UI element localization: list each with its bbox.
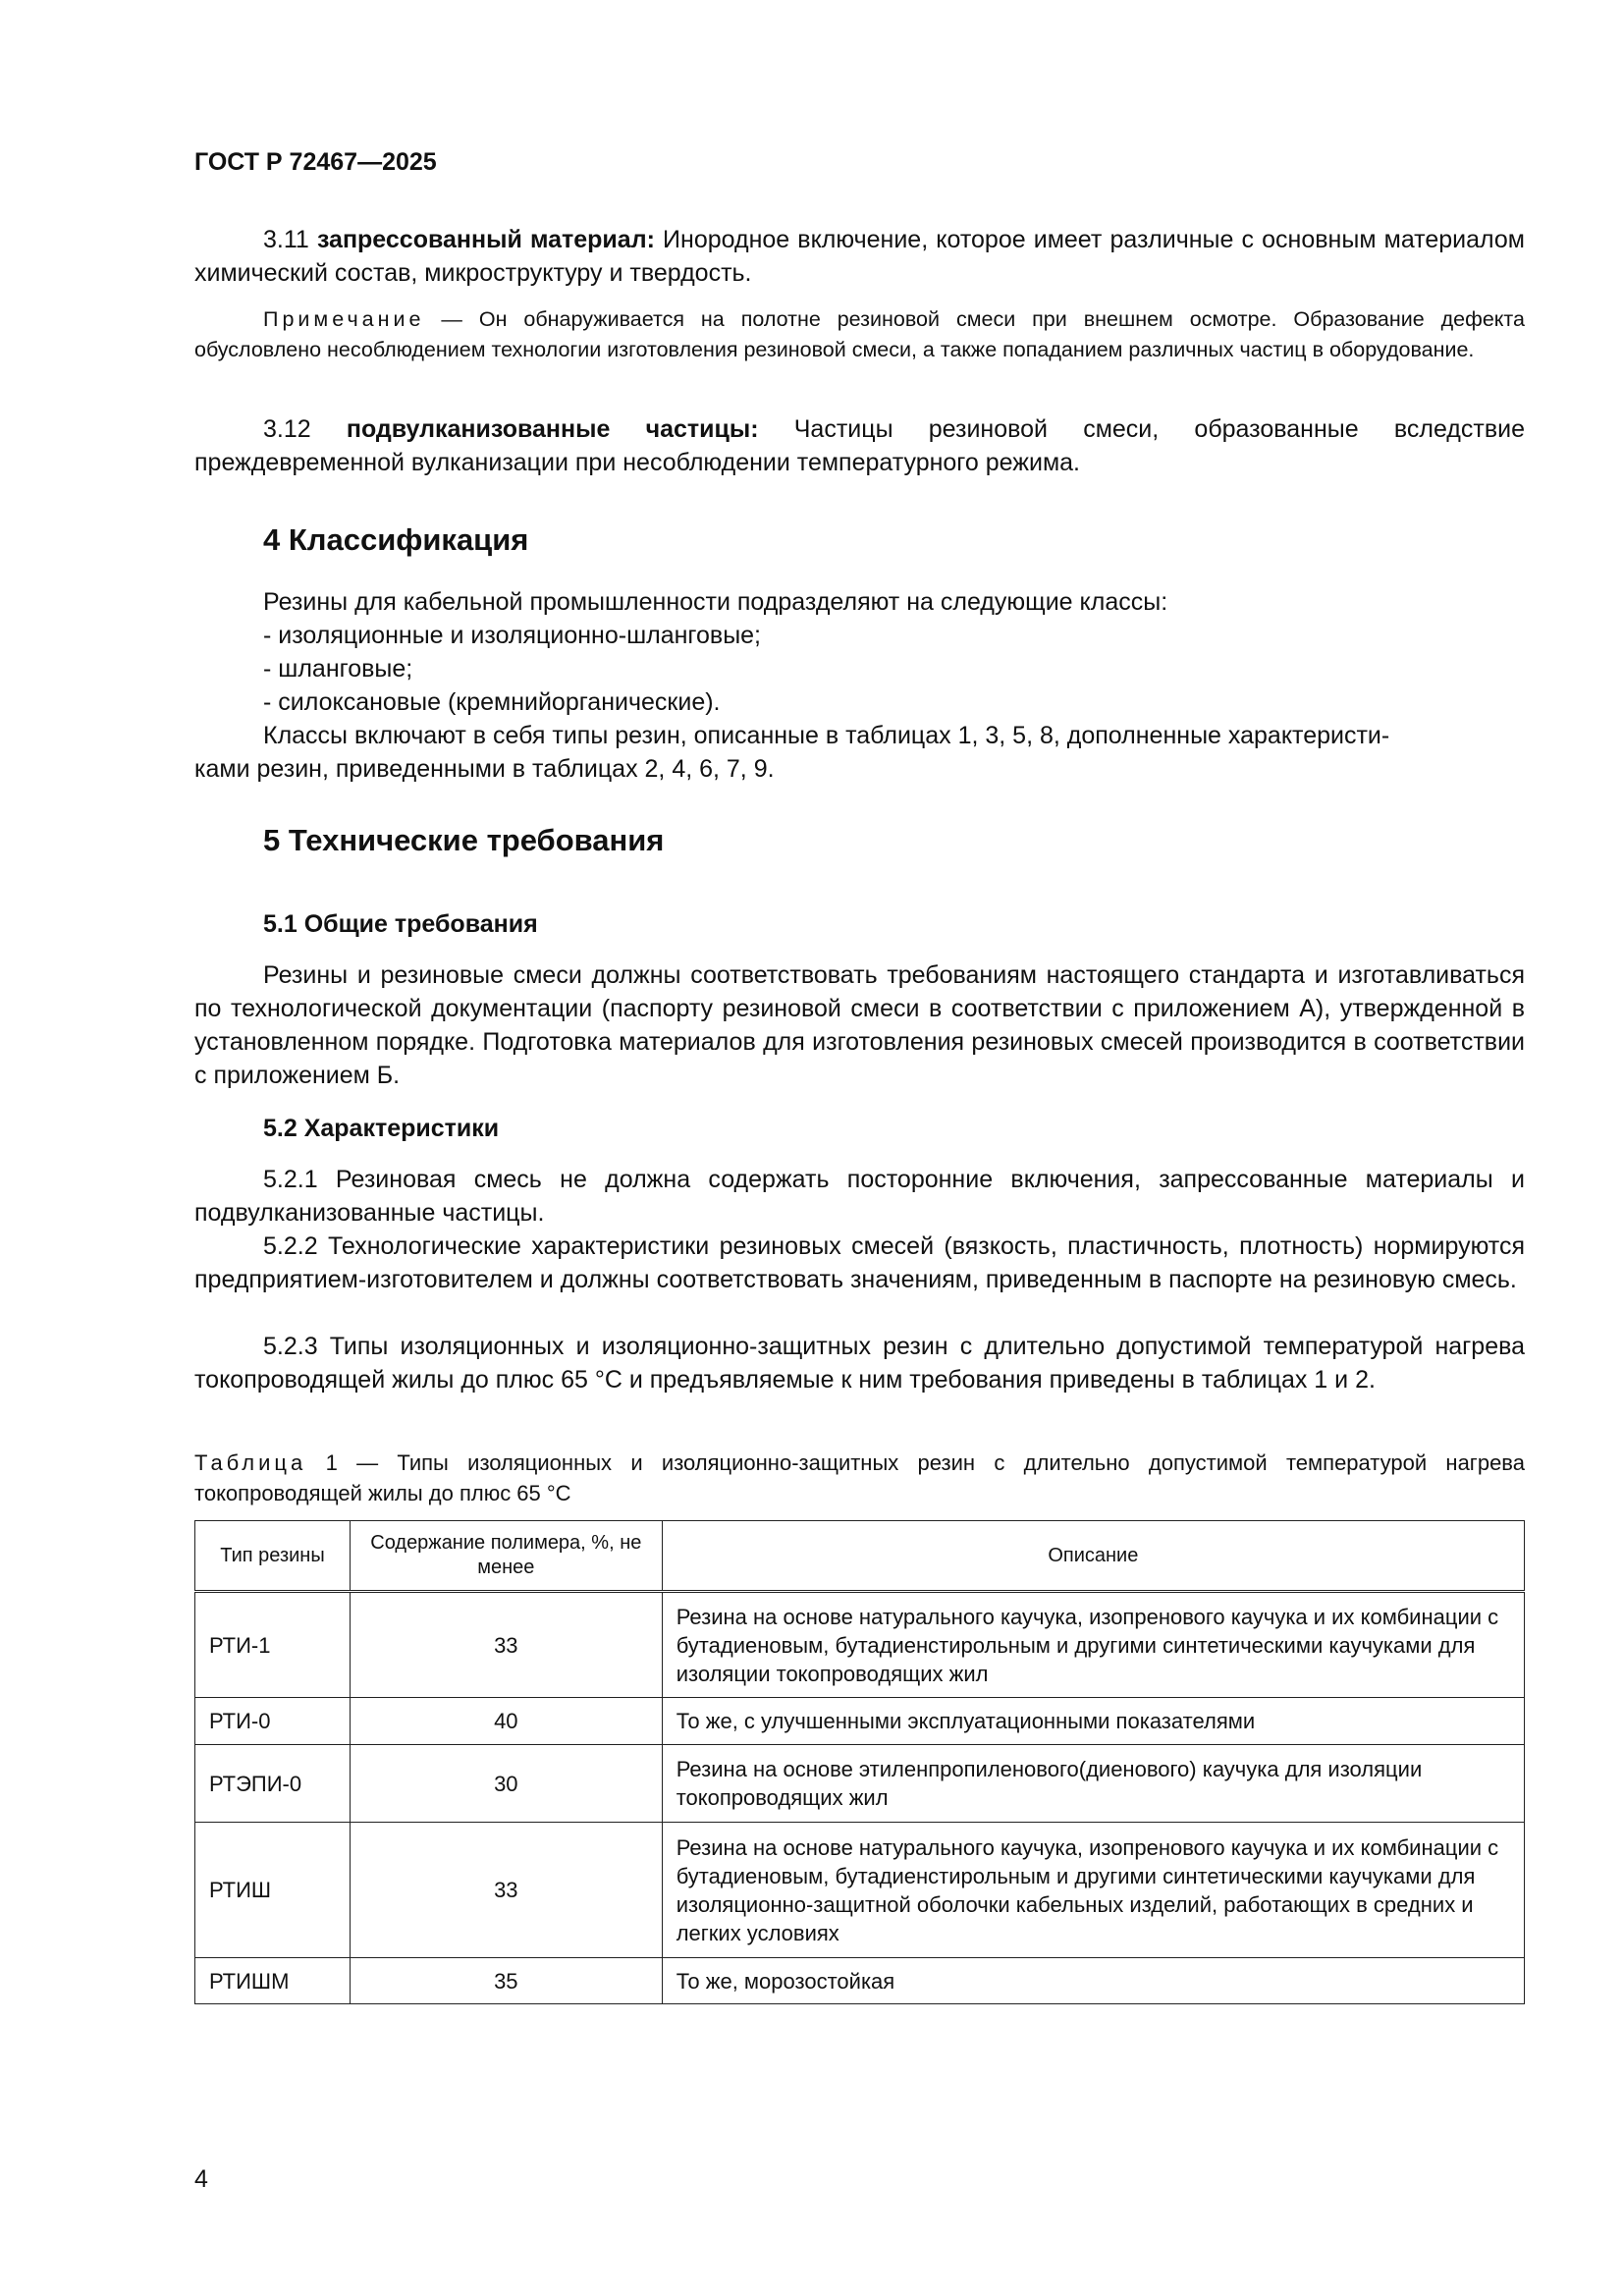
cell-description: То же, морозостойкая xyxy=(662,1958,1524,2004)
clause-5-2-2: 5.2.2 Технологические характеристики резиновых смесей (вязкость, пластичность, плотность) нормируются предприятием-изготовителем и должны соответствовать значениям, приведенным в паспорте на резиновую смесь. xyxy=(194,1232,1525,1293)
cell-type: РТЭПИ-0 xyxy=(195,1745,351,1823)
cell-content: 40 xyxy=(350,1698,662,1745)
cell-description: Резина на основе этиленпропиленового(диенового) каучука для изоляции токопроводящих жил xyxy=(662,1745,1524,1823)
clause-number: 3.12 xyxy=(263,415,311,443)
clause-3-12 xyxy=(194,412,1525,479)
note-text: — Он обнаруживается на полотне резиновой смеси при внешнем осмотре. Образование дефекта обусловлено несоблюдением технологии изготовления резиновой смеси, а также попаданием различных частиц в оборудование. xyxy=(194,307,1525,361)
table-row xyxy=(195,1745,1525,1823)
list-item: - изоляционные и изоляционно-шланговые; xyxy=(263,622,762,649)
section-5-title: 5 Технические требования xyxy=(263,823,665,857)
caption-label: Таблица xyxy=(194,1450,307,1475)
cell-type: РТИШМ xyxy=(195,1958,351,2004)
cell-description: То же, с улучшенными эксплуатационными показателями xyxy=(662,1698,1524,1745)
clause-3-11 xyxy=(194,223,1525,290)
page-number: 4 xyxy=(194,2165,208,2193)
caption-text: 1 — Типы изоляционных и изоляционно-защитных резин с длительно допустимой температурой нагрева токопроводящей жилы до плюс 65 °С xyxy=(194,1450,1525,1505)
table-row xyxy=(195,1958,1525,2004)
table-header-row xyxy=(195,1521,1525,1592)
table-row xyxy=(195,1592,1525,1698)
header-description: Описание xyxy=(662,1521,1524,1592)
cell-content: 30 xyxy=(350,1745,662,1823)
clause-number: 3.11 xyxy=(263,226,309,253)
table-row xyxy=(195,1698,1525,1745)
header-content: Содержание полимера, %, не менее xyxy=(350,1521,662,1592)
subsection-5-1-title: 5.1 Общие требования xyxy=(263,910,538,938)
list-item: - силоксановые (кремнийорганические). xyxy=(263,688,721,716)
cell-content: 33 xyxy=(350,1592,662,1698)
table-row xyxy=(195,1823,1525,1958)
note-3-11 xyxy=(194,304,1525,365)
clause-5-2-1: 5.2.1 Резиновая смесь не должна содержать посторонние включения, запрессованные материалы и подвулканизованные частицы. xyxy=(194,1166,1525,1227)
section-4-intro: Резины для кабельной промышленности подразделяют на следующие классы: xyxy=(263,588,1168,616)
list-item: - шланговые; xyxy=(263,655,413,683)
cell-type: РТИШ xyxy=(195,1823,351,1958)
note-label: Примечание xyxy=(263,307,425,331)
cell-description: Резина на основе натурального каучука, изопренового каучука и их комбинации с бутадиеновым, бутадиенстирольным и другими синтетическими каучуками для изоляционно-защитной оболочки кабельных изделий, работающих в средних и легких условиях xyxy=(662,1823,1524,1958)
definition: Частицы резиновой смеси, образованные вследствие преждевременной вулканизации при несоблюдении температурного режима. xyxy=(194,415,1525,476)
definition: Инородное включение, которое имеет различные с основным материалом химический состав, микроструктуру и твердость. xyxy=(194,226,1525,287)
section-4-title: 4 Классификация xyxy=(263,522,529,557)
document-header: ГОСТ Р 72467—2025 xyxy=(194,148,437,176)
section-4-outro-line2: ками резин, приведенными в таблицах 2, 4, 6, 7, 9. xyxy=(194,755,775,783)
table-1-caption xyxy=(194,1448,1525,1508)
section-4-list xyxy=(194,585,1390,786)
cell-type: РТИ-0 xyxy=(195,1698,351,1745)
term: запрессованный материал: xyxy=(316,226,655,253)
cell-description: Резина на основе натурального каучука, изопренового каучука и их комбинации с бутадиеновым, бутадиенстирольным и другими синтетическими каучуками для изоляции токопроводящих жил xyxy=(662,1592,1524,1698)
section-4-outro-line1: Классы включают в себя типы резин, описанные в таблицах 1, 3, 5, 8, дополненные характеристи- xyxy=(263,722,1390,749)
clause-5-2-3: 5.2.3 Типы изоляционных и изоляционно-защитных резин с длительно допустимой температурой нагрева токопроводящей жилы до плюс 65 °С и предъявляемые к ним требования приведены в таблицах 1 и 2. xyxy=(194,1333,1525,1394)
subsection-5-1-text: Резины и резиновые смеси должны соответствовать требованиям настоящего стандарта и изготавливаться по технологической документации (паспорту резиновой смеси в соответствии с приложением А), утвержденной в установленном порядке. Подготовка материалов для изготовления резиновых смесей производится в соответствии с приложением Б. xyxy=(194,961,1525,1089)
table-1 xyxy=(194,1520,1525,2004)
subsection-5-2-title: 5.2 Характеристики xyxy=(263,1115,500,1142)
cell-type: РТИ-1 xyxy=(195,1592,351,1698)
term: подвулканизованные частицы: xyxy=(346,415,759,443)
header-type: Тип резины xyxy=(195,1521,351,1592)
cell-content: 35 xyxy=(350,1958,662,2004)
cell-content: 33 xyxy=(350,1823,662,1958)
